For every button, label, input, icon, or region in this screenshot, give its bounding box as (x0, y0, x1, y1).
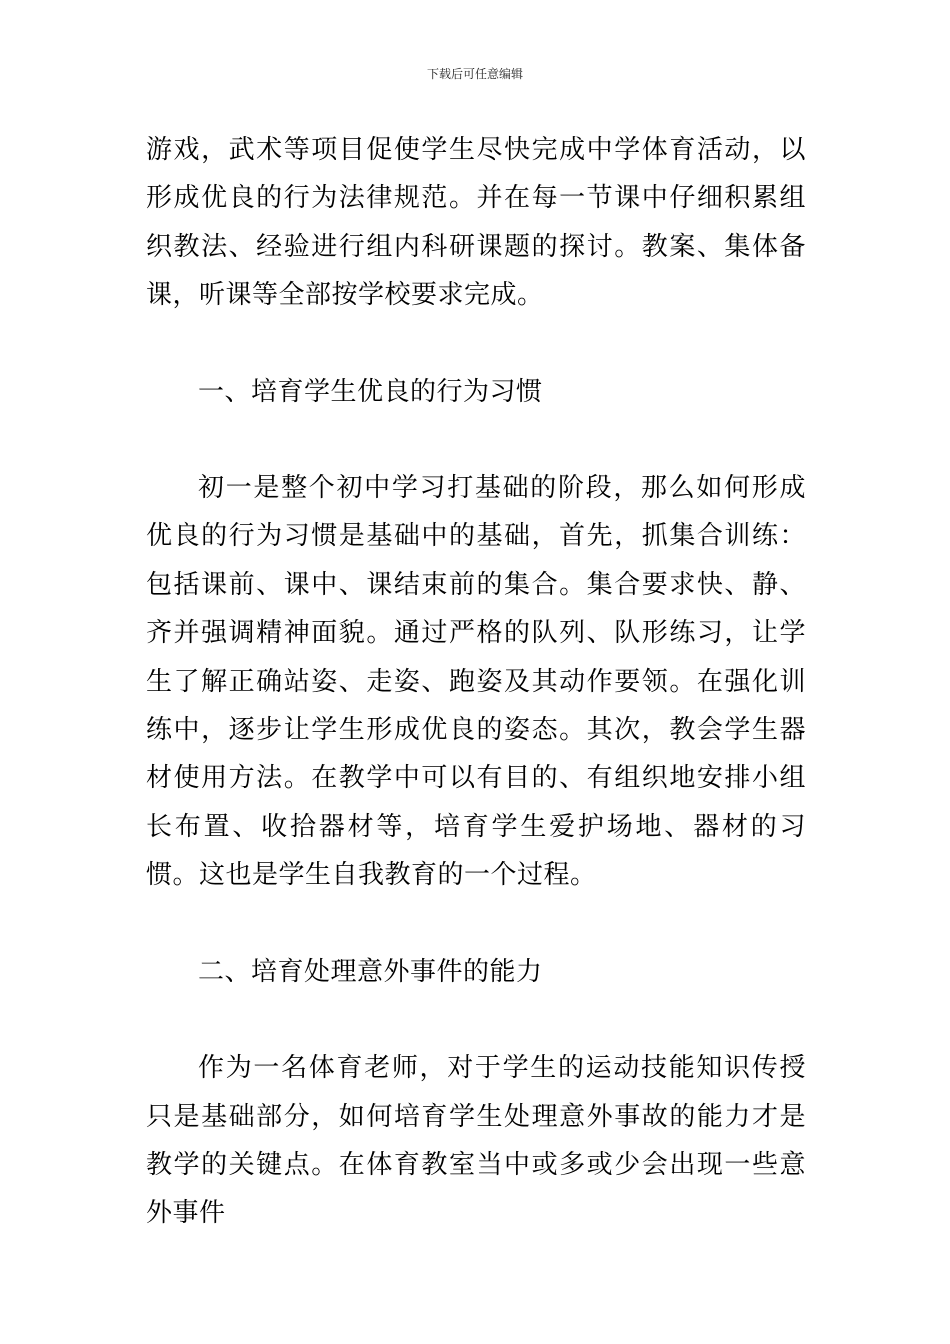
page-header-note: 下载后可任意编辑 (426, 67, 523, 81)
paragraph-continued: 游戏，武术等项目促使学生尽快完成中学体育活动，以形成优良的行为法律规范。并在每一节课中仔细积累组织教法、经验进行组内科研课题的探讨。教案、集体备课，听课等全部按学校要求完成。 (146, 135, 806, 311)
section-heading-2: 二、培育处理意外事件的能力 (198, 956, 543, 987)
paragraph-1: 初一是整个初中学习打基础的阶段，那么如何形成优良的行为习惯是基础中的基础，首先，抓集合训练：包括课前、课中、课结束前的集合。集合要求快、静、齐并强调精神面貌。通过严格的队列、队形练习，让学生了解正确站姿、走姿、跑姿及其动作要领。在强化训练中，逐步让学生形成优良的姿态。其次，教会学生器材使用方法。在教学中可以有目的、有组织地安排小组长布置、收拾器材等，培育学生爱护场地、器材的习惯。这也是学生自我教育的一个过程。 (146, 473, 806, 891)
document-body (146, 126, 806, 1238)
paragraph-2: 作为一名体育老师，对于学生的运动技能知识传授只是基础部分，如何培育学生处理意外事故的能力才是教学的关键点。在体育教室当中或多或少会出现一些意外事件 (146, 1053, 806, 1229)
section-heading-1: 一、培育学生优良的行为习惯 (198, 376, 543, 407)
